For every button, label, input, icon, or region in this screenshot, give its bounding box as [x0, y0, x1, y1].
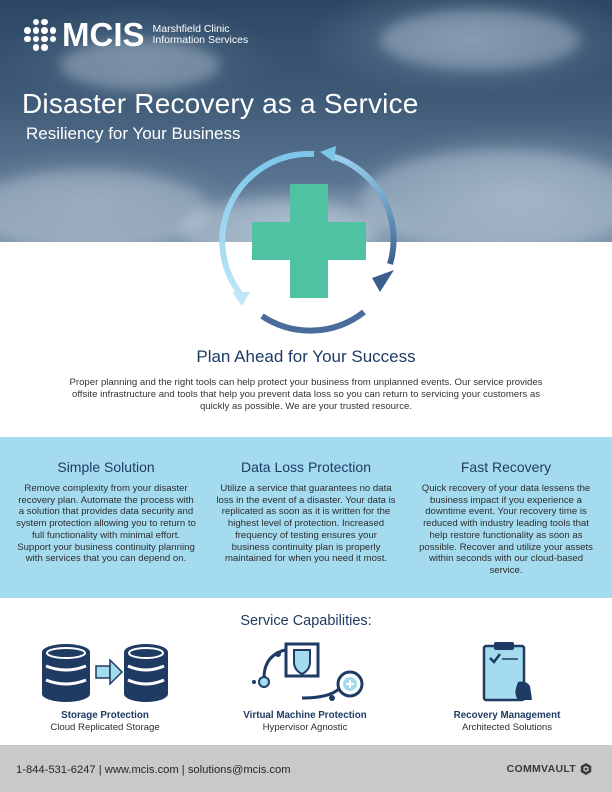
feature-data-loss-protection	[216, 459, 396, 565]
mcis-logo	[24, 18, 248, 51]
arrow-head-right	[372, 270, 394, 292]
medical-cross-icon	[252, 184, 366, 298]
feature-title: Simple Solution	[57, 459, 155, 475]
plan-paragraph: Proper planning and the right tools can help protect your business from unplanned events. Our service provides offsite infrastructure and tools that help you prevent data loss so you can return to servicing your customers as quickly as possible. We are your trusted resource.	[69, 377, 543, 412]
feature-text: Remove complexity from your disaster recovery plan. Automate the process with a solution that provides data security and system protection allowing you to return to full functionality with minimal effort. Support your business continuity planning with services that you can depend on.	[16, 483, 196, 565]
feature-title: Fast Recovery	[460, 459, 552, 475]
plan-heading: Plan Ahead for Your Success	[196, 347, 416, 366]
logo-grid-icon	[24, 19, 56, 51]
commvault-logo	[507, 763, 592, 775]
capability-recovery-management	[422, 640, 592, 733]
feature-title: Data Loss Protection	[241, 459, 371, 475]
feature-text: Utilize a service that guarantees no data loss in the event of a disaster. Your data is replicated as soon as it is written for the highest level of protection. Increased frequency of testing ensures your business continuity plan is properly maintained for when you need it most.	[216, 483, 396, 565]
capability-name: Storage Protection	[61, 710, 149, 721]
logo-wordmark: MCIS	[62, 16, 145, 53]
feature-text: Quick recovery of your data lessens the business impact if you experience a downtime event. Your recovery time is reduced with industry leading tools that help restore functionality as soon as possible. Recover and utilize your assets within seconds with our cloud-based service.	[419, 483, 593, 576]
arrow-head-top	[320, 146, 336, 162]
feature-simple-solution	[16, 459, 196, 565]
logo-line-1: Marshfield Clinic	[152, 22, 230, 35]
database-transfer-icon	[40, 640, 170, 706]
logo-line-2: Information Services	[152, 33, 249, 46]
footer-bar	[0, 745, 612, 792]
commvault-hex-icon	[580, 763, 592, 775]
capability-vm-protection	[220, 640, 390, 733]
capability-desc: Hypervisor Agnostic	[262, 722, 348, 733]
page-title: Disaster Recovery as a Service	[22, 88, 419, 119]
shield-network-icon	[240, 640, 370, 706]
capabilities-heading: Service Capabilities:	[240, 613, 372, 629]
contact-info: 1-844-531-6247 | www.mcis.com | solutions@mcis.com	[16, 764, 291, 776]
capability-desc: Architected Solutions	[461, 722, 553, 733]
capability-desc: Cloud Replicated Storage	[50, 722, 160, 733]
features-band	[0, 437, 612, 598]
logo-subtitle	[151, 24, 249, 46]
capability-name: Recovery Management	[453, 710, 561, 721]
feature-fast-recovery	[416, 459, 596, 577]
brand-wordmark: COMMVAULT	[506, 763, 576, 775]
recovery-cycle-icon	[214, 146, 404, 336]
capability-storage-protection	[20, 640, 190, 733]
capability-name: Virtual Machine Protection	[243, 710, 367, 721]
arrow-head-left	[232, 292, 250, 306]
page-subtitle: Resiliency for Your Business	[26, 124, 241, 143]
clipboard-hand-icon	[442, 640, 572, 706]
